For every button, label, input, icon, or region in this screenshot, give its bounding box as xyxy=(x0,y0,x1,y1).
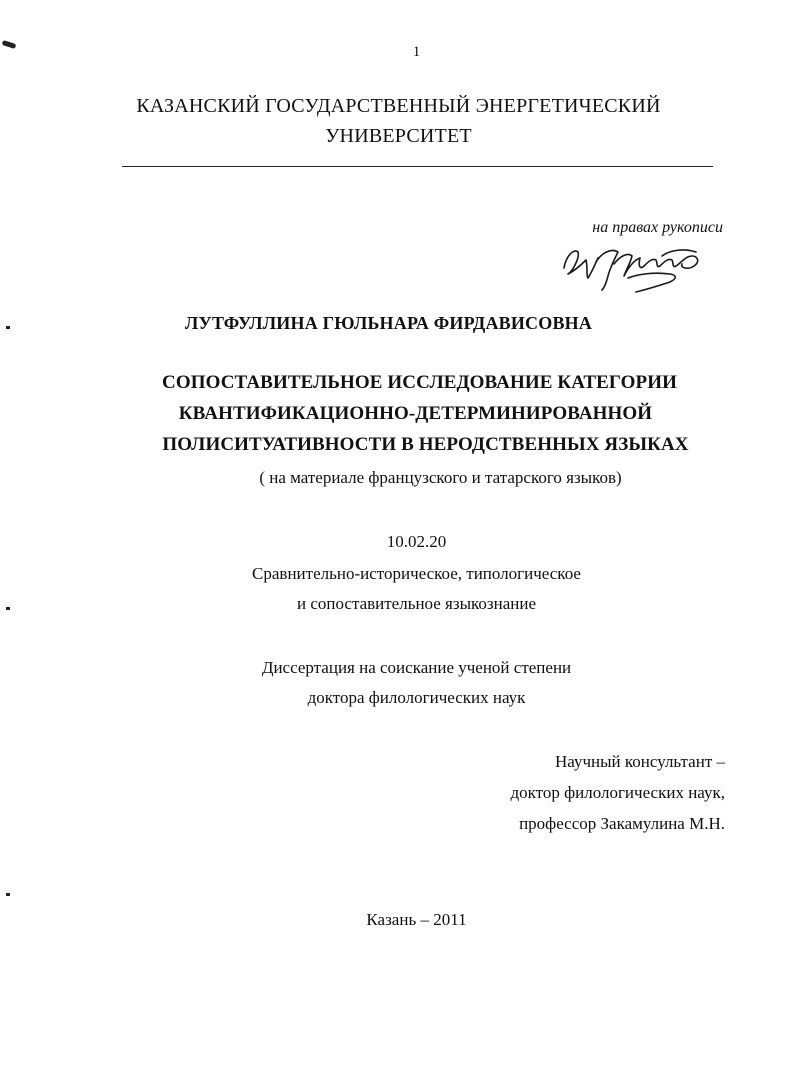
degree-line-2: доктора филологических наук xyxy=(307,688,526,707)
title-line-2: КВАНТИФИКАЦИОННО-ДЕТЕРМИНИРОВАННОЙ xyxy=(178,403,653,424)
title-line-1: СОПОСТАВИТЕЛЬНОЕ ИССЛЕДОВАНИЕ КАТЕГОРИИ xyxy=(162,372,677,393)
specialty-line-1: Сравнительно-историческое, типологическое xyxy=(252,564,581,583)
page-number: 1 xyxy=(412,44,421,60)
specialty-code: 10.02.20 xyxy=(386,532,447,551)
title-subtitle: ( на материале французского и татарского языков) xyxy=(259,468,622,487)
degree-line-1: Диссертация на соискание ученой степени xyxy=(261,658,572,677)
consultant-line-3: профессор Закамулина М.Н. xyxy=(519,814,725,833)
scan-mark-3 xyxy=(6,893,10,896)
author-name: ЛУТФУЛЛИНА ГЮЛЬНАРА ФИРДАВИСОВНА xyxy=(184,313,593,333)
author-signature xyxy=(558,238,708,300)
scan-mark-top xyxy=(2,40,17,49)
university-name-line1: КАЗАНСКИЙ ГОСУДАРСТВЕННЫЙ ЭНЕРГЕТИЧЕСКИЙ xyxy=(136,95,661,117)
manuscript-note: на правах рукописи xyxy=(592,219,723,236)
university-name-line2: УНИВЕРСИТЕТ xyxy=(325,125,472,147)
city-year: Казань – 2011 xyxy=(366,910,467,929)
scan-mark-2 xyxy=(6,607,10,610)
header-divider xyxy=(122,166,713,167)
title-line-3: ПОЛИСИТУАТИВНОСТИ В НЕРОДСТВЕННЫХ ЯЗЫКАХ xyxy=(162,434,689,455)
specialty-line-2: и сопоставительное языкознание xyxy=(296,594,537,613)
consultant-line-2: доктор филологических наук, xyxy=(510,783,725,802)
consultant-line-1: Научный консультант – xyxy=(555,752,725,771)
